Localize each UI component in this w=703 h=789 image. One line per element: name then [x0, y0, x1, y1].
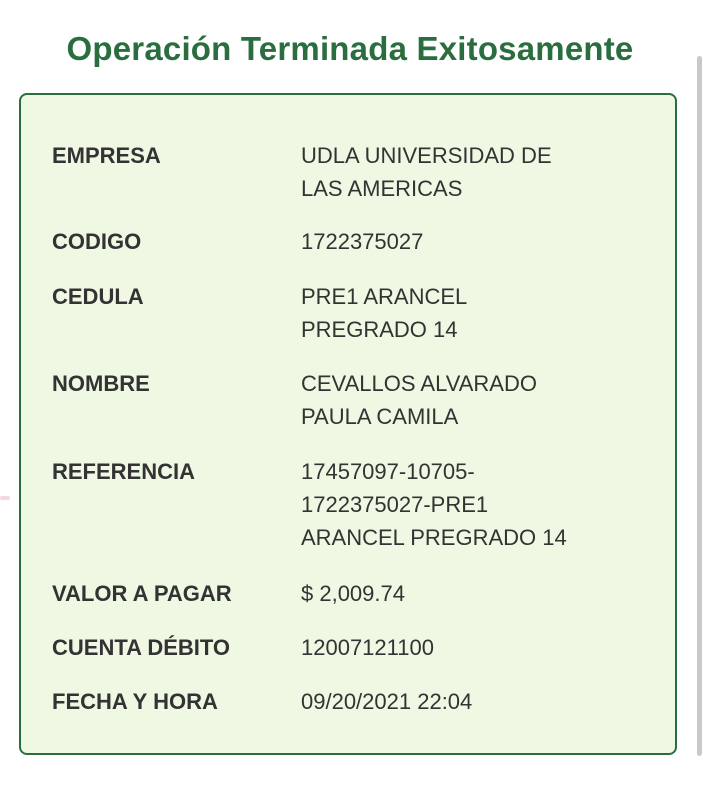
row-value-line: $ 2,009.74 — [301, 581, 405, 606]
row-label: CODIGO — [52, 229, 142, 254]
row-label: CEDULA — [52, 284, 144, 309]
row-label: EMPRESA — [52, 143, 161, 168]
receipt-card — [19, 93, 677, 755]
row-value — [301, 225, 621, 258]
row-label: VALOR A PAGAR — [52, 581, 232, 606]
row-value — [301, 455, 621, 554]
row-value-line: PREGRADO 14 — [301, 317, 458, 342]
row-label: CUENTA DÉBITO — [52, 635, 231, 660]
row-value-line: PRE1 ARANCEL — [301, 284, 468, 309]
page-title: Operación Terminada Exitosamente — [66, 30, 634, 67]
row-value-line: ARANCEL PREGRADO 14 — [301, 525, 567, 550]
row-value-line: 17457097-10705- — [301, 459, 475, 484]
row-value-line: 1722375027 — [301, 229, 424, 254]
row-label: REFERENCIA — [52, 459, 196, 484]
row-value — [301, 139, 621, 205]
row-value — [301, 577, 621, 610]
row-value-line: CEVALLOS ALVARADO — [301, 371, 537, 396]
edge-decoration — [0, 496, 10, 500]
row-value — [301, 631, 621, 664]
row-value — [301, 280, 621, 346]
row-value-line: UDLA UNIVERSIDAD DE — [301, 143, 552, 168]
row-value-line: 1722375027-PRE1 — [301, 492, 489, 517]
row-value — [301, 367, 621, 433]
row-value — [301, 685, 621, 718]
row-label: NOMBRE — [52, 371, 150, 396]
vertical-scrollbar[interactable] — [697, 56, 702, 756]
row-value-line: LAS AMERICAS — [301, 176, 463, 201]
row-label: FECHA Y HORA — [52, 689, 218, 714]
row-value-line: 09/20/2021 22:04 — [301, 689, 473, 714]
row-value-line: 12007121100 — [301, 635, 434, 660]
row-value-line: PAULA CAMILA — [301, 404, 459, 429]
